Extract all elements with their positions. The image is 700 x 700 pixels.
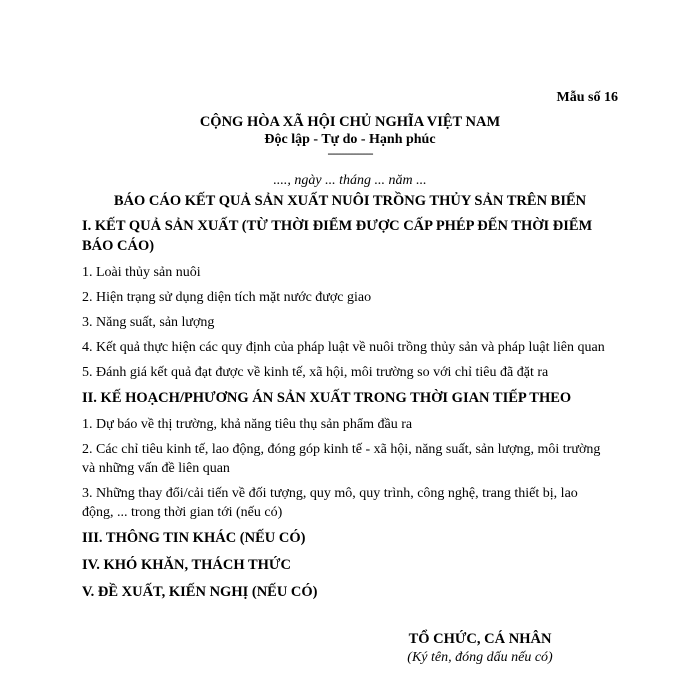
section-1-item: 5. Đánh giá kết quả đạt được về kinh tế, xã hội, môi trường so với chỉ tiêu đã đặt ra (82, 365, 549, 380)
national-motto: Độc lập - Tự do - Hạnh phúc (264, 132, 436, 147)
signature-title: TỔ CHỨC, CÁ NHÂN (408, 631, 552, 647)
section-2-item: 2. Các chỉ tiêu kinh tế, lao động, đóng góp kinh tế - xã hội, năng suất, sản lượng, môi trường và những vấn đề liên quan (82, 442, 601, 476)
report-title: BÁO CÁO KẾT QUẢ SẢN XUẤT NUÔI TRỒNG THỦY SẢN TRÊN BIỂN (113, 193, 587, 209)
section-2-item: 1. Dự báo về thị trường, khả năng tiêu thụ sản phẩm đầu ra (82, 417, 413, 432)
country-name: CỘNG HÒA XÃ HỘI CHỦ NGHĨA VIỆT NAM (199, 114, 501, 130)
date-line: ...., ngày ... tháng ... năm ... (273, 173, 427, 188)
section-heading-2: II. KẾ HOẠCH/PHƯƠNG ÁN SẢN XUẤT TRONG THỜI GIAN TIẾP THEO (82, 390, 572, 406)
header-divider: --------------- (327, 146, 373, 160)
section-heading-3: III. THÔNG TIN KHÁC (NẾU CÓ) (82, 530, 306, 546)
section-1-item: 4. Kết quả thực hiện các quy định của pháp luật về nuôi trồng thủy sản và pháp luật liên quan (82, 340, 605, 355)
section-1-item: 1. Loài thủy sản nuôi (82, 265, 201, 280)
section-heading-1: I. KẾT QUẢ SẢN XUẤT (TỪ THỜI ĐIỂM ĐƯỢC CẤP PHÉP ĐẾN THỜI ĐIỂM BÁO CÁO) (82, 218, 593, 254)
report-body (82, 216, 612, 609)
signature-block (380, 629, 580, 667)
section-2-item: 3. Những thay đổi/cải tiến về đối tượng, quy mô, quy trình, công nghệ, trang thiết bị, lao động, ... trong thời gian tới (nếu có) (82, 486, 578, 520)
section-heading-5: V. ĐỀ XUẤT, KIẾN NGHỊ (NẾU CÓ) (82, 584, 318, 600)
section-1-item: 2. Hiện trạng sử dụng diện tích mặt nước được giao (82, 290, 372, 305)
section-1-item: 3. Năng suất, sản lượng (82, 315, 215, 330)
signature-note: (Ký tên, đóng dấu nếu có) (407, 650, 553, 665)
section-heading-4: IV. KHÓ KHĂN, THÁCH THỨC (82, 557, 291, 573)
form-number: Mẫu số 16 (556, 90, 618, 105)
